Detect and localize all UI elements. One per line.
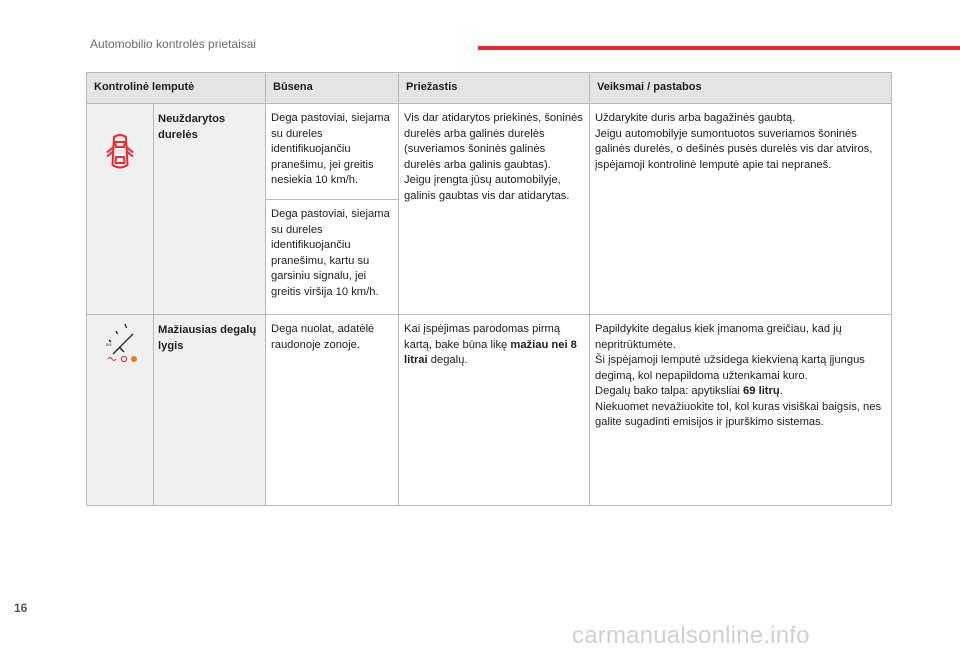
warning-lights-table (86, 72, 892, 506)
state-cell: Dega nuolat, adatėlė raudonoje zonoje. (266, 315, 399, 506)
cause-cell: Vis dar atidarytos priekinės, šoninės durelės arba galinės durelės (suveriamos šoninės galinės durelės arba galinis gaubtas). Jeigu įrengta jūsų automobilyje, galinis gaubtas vis dar atidarytas. (399, 104, 590, 315)
header-accent-bar (478, 46, 960, 50)
open-doors-icon (105, 132, 135, 178)
state-cell: Dega pastoviai, siejama su dureles identifikuojančiu pranešimu, kartu su garsiniu signalu, jei greitis viršija 10 km/h. (266, 200, 399, 315)
svg-text:0/4: 0/4 (106, 342, 112, 347)
warning-light-name: Mažiausias degalų lygis (154, 315, 266, 506)
warning-light-name: Neuždarytos durelės (154, 104, 266, 315)
action-emphasis: 69 litrų (743, 385, 780, 397)
table-row (87, 104, 892, 200)
column-header-actions: Veiksmai / pastabos (590, 73, 892, 104)
cause-cell (399, 315, 590, 506)
action-text-end: . Niekuomet nevažiuokite tol, kol kuras visiškai baigsis, nes galite sugadinti emisijos ir įpurškimo sistemas. (595, 385, 882, 428)
warning-light-icon-cell (87, 104, 154, 315)
cause-emphasis: mažiau nei 8 litrai (404, 338, 577, 366)
column-header-cause: Priežastis (399, 73, 590, 104)
column-header-warning-light: Kontrolinė lemputė (87, 73, 266, 104)
action-text: Papildykite degalus kiek įmanoma greičiau, kad jų nepritrūktumėte. Ši įspėjamoji lemputė užsidega kiekvieną kartą įjungus degimą, kol nepapildoma užtenkamai kuro. Degalų bako talpa: apytiksliai (595, 323, 865, 397)
warning-light-icon-cell (87, 315, 154, 506)
page-header-title: Automobilio kontrolės prietaisai (90, 37, 257, 51)
watermark: carmanualsonline.info (572, 622, 810, 649)
table-header-row (87, 73, 892, 104)
fuel-gauge-icon (97, 321, 143, 373)
cause-text: Kai įspėjimas parodomas pirmą kartą, bake būna likę (404, 323, 561, 351)
table-row (87, 315, 892, 506)
state-cell: Dega pastoviai, siejama su dureles identifikuojančiu pranešimu, jei greitis nesiekia 10 km/h. (266, 104, 399, 200)
action-cell: Uždarykite duris arba bagažinės gaubtą. Jeigu automobilyje sumontuotos suveriamos šoninės galinės durelės, o dešinės pusės durelės vis dar atviros, įspėjamoji kontrolinė lemputė apie tai nepraneš. (590, 104, 892, 315)
cause-text-end: degalų. (427, 354, 468, 366)
page-number: 16 (14, 601, 28, 615)
column-header-state: Būsena (266, 73, 399, 104)
action-cell (590, 315, 892, 506)
